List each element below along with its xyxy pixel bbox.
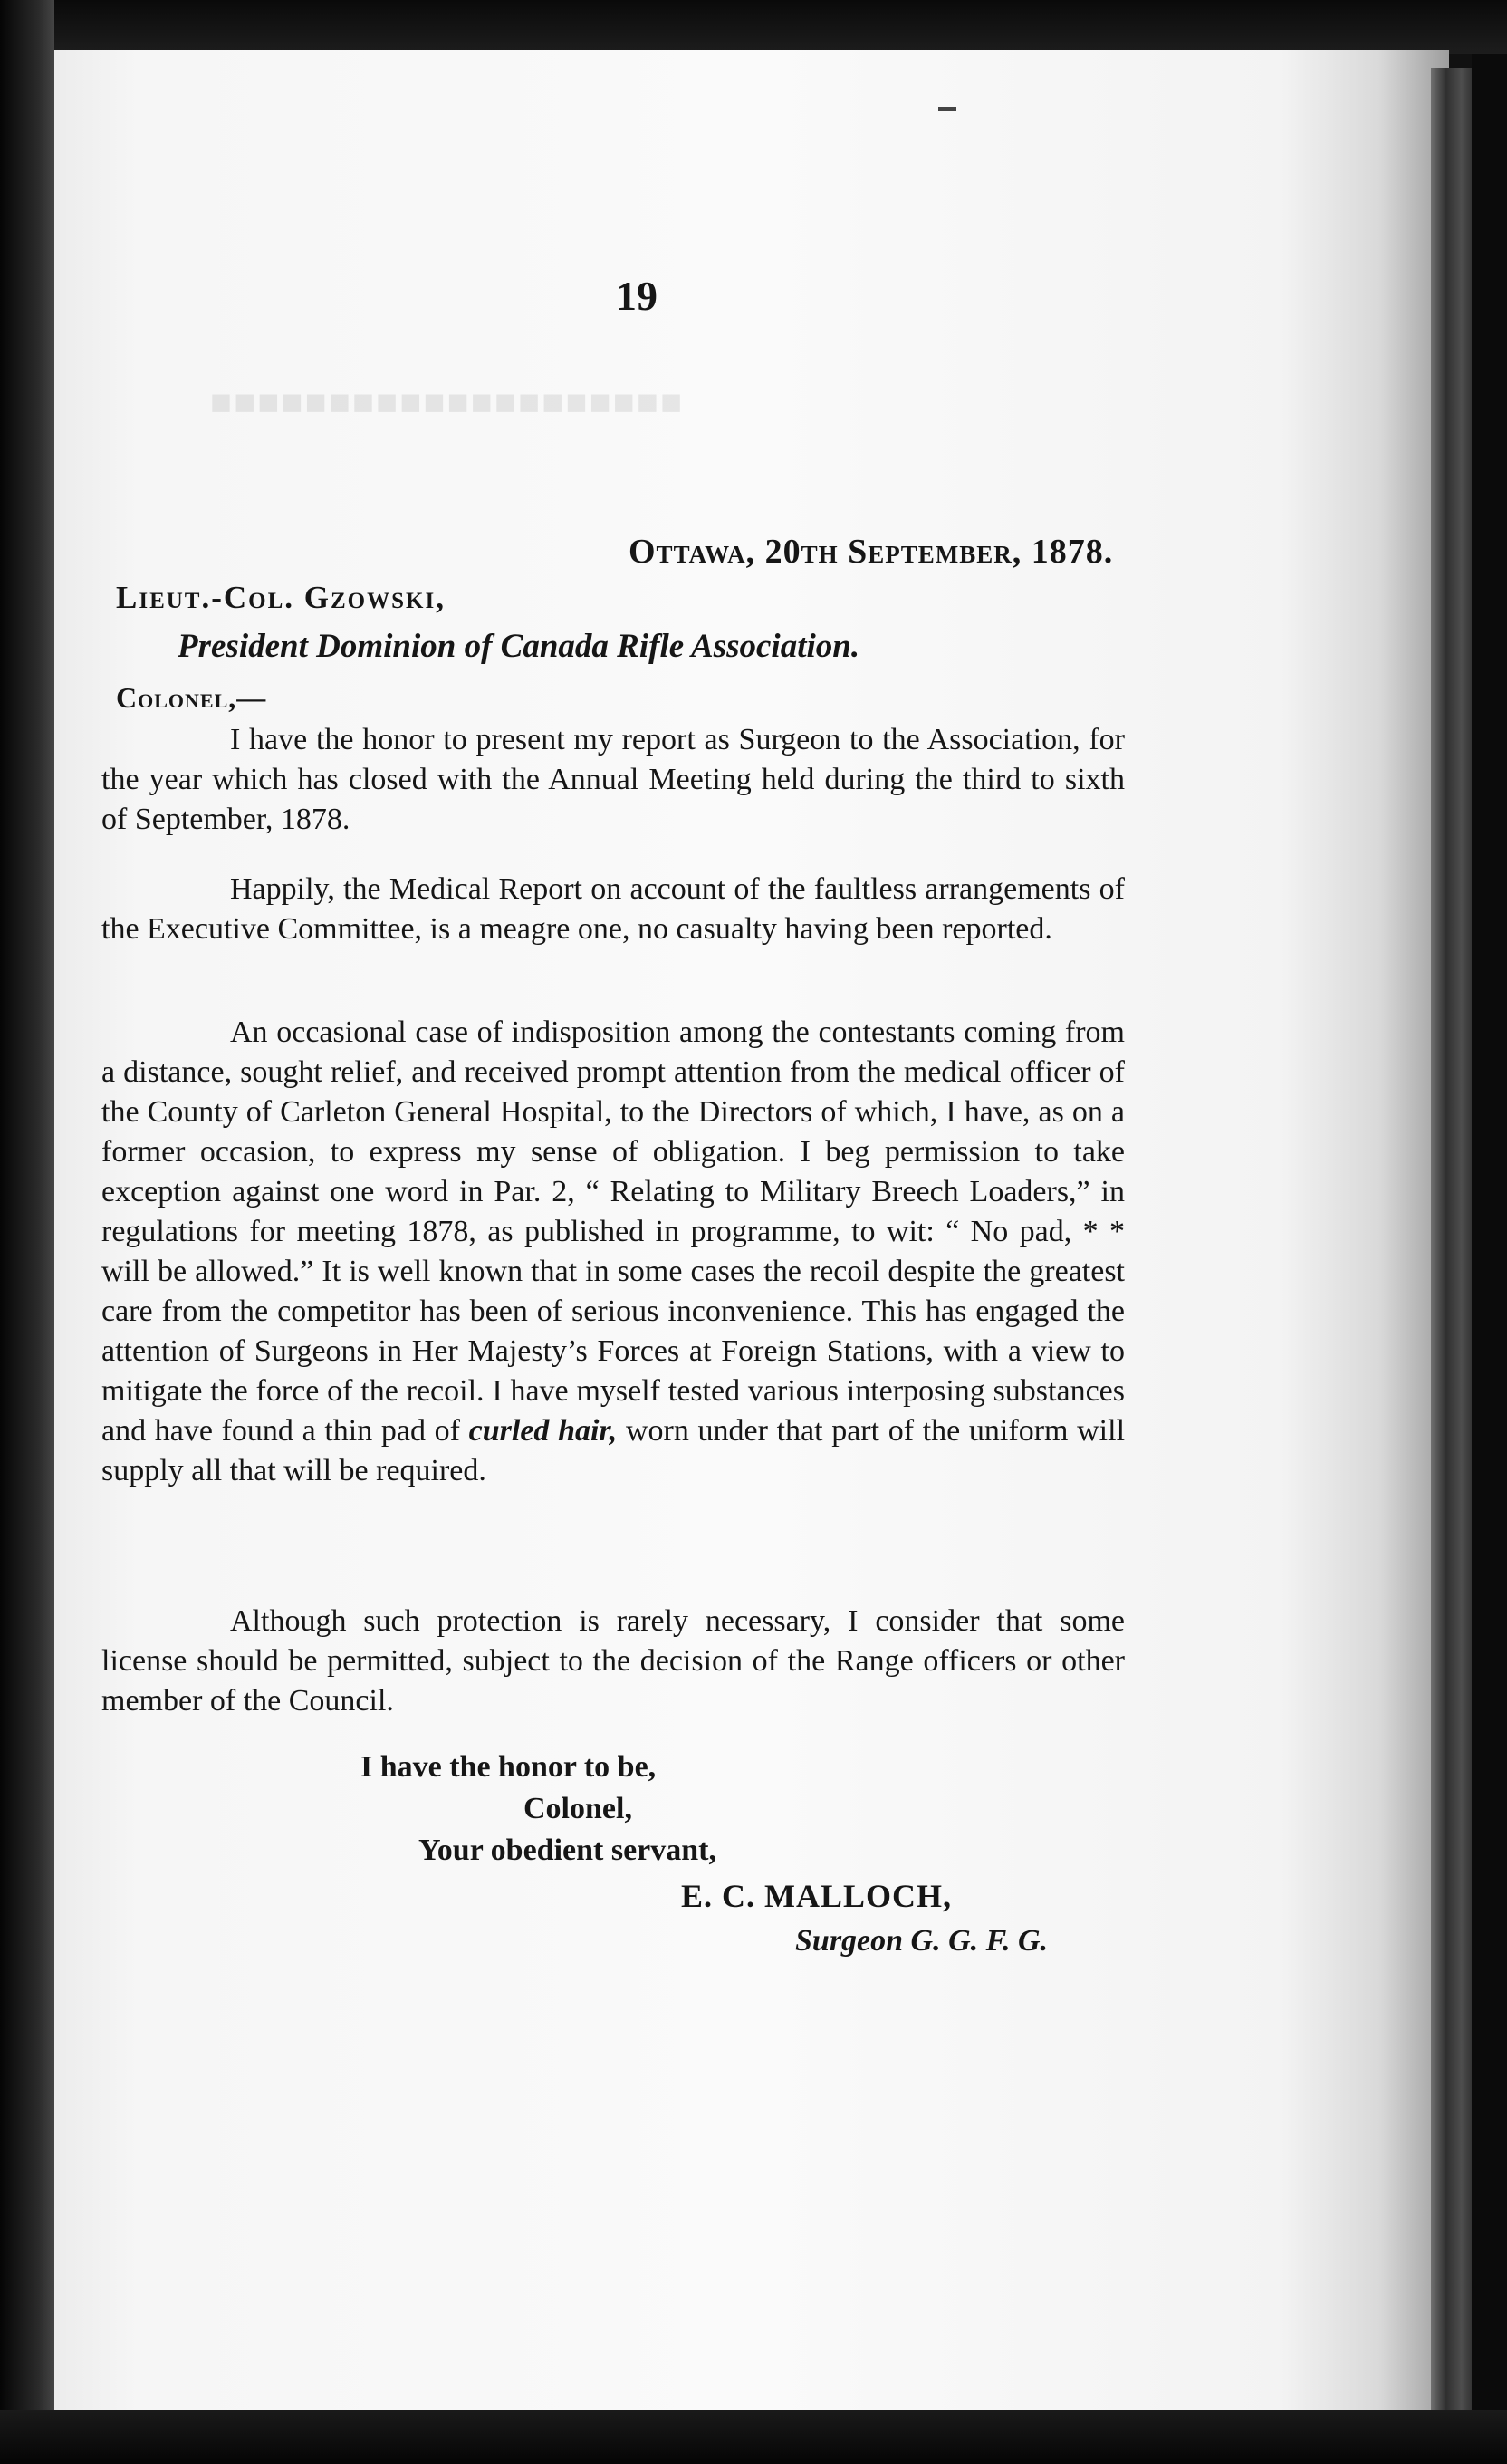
addressee-title: President Dominion of Canada Rifle Association. bbox=[178, 628, 860, 665]
paragraph-1 bbox=[101, 720, 1125, 840]
bleed-through: ■■■■■■■■■■■■■■■■■■■■ bbox=[208, 381, 683, 422]
addressee-name: Lieut.-Col. Gzowski, bbox=[116, 580, 446, 615]
scan-border-bottom bbox=[0, 2410, 1507, 2464]
paragraph-3-main: An occasional case of indisposition among the contestants coming from a distance, sought relief, and received prompt attention from the medical officer of the County of Carleton General Hospital, to the Directors of which, I have, as on a former occasion, to express my sense of obligation. I beg permission to take exception against one word in Par. 2, “ Relating to Military Breech Loaders,” in regulations for meeting 1878, as published in programme, to wit: “ No pad, * * will be allowed.” It is well known that in some cases the recoil despite the greatest care from the competitor has been of serious inconvenience. This has engaged the attention of Surgeons in Her Majesty’s Forces at Foreign Stations, with a view to mitigate the force of the recoil. I have myself tested various interposing substances and have found a thin pad of bbox=[101, 1015, 1125, 1448]
paragraph-3-tail: worn under that part of the uniform will supply all that will be required. bbox=[101, 1414, 1126, 1487]
scan-border-left bbox=[0, 0, 54, 2464]
salutation: Colonel,— bbox=[116, 681, 267, 714]
paragraph-4-text: Although such protection is rarely necessary, I consider that some license should be permitted, subject to the decision of the Range officers or other member of the Council. bbox=[101, 1604, 1125, 1718]
page-number: 19 bbox=[616, 273, 658, 319]
paragraph-3 bbox=[101, 1013, 1125, 1491]
paragraph-3-text bbox=[101, 1013, 1125, 1491]
paragraph-3-italic: curled hair, bbox=[468, 1414, 618, 1448]
paragraph-1-text: I have the honor to present my report as Surgeon to the Association, for the year which has closed with the Annual Meeting held during the third to sixth of September, 1878. bbox=[101, 723, 1125, 836]
paragraph-4 bbox=[101, 1602, 1125, 1721]
print-mark bbox=[938, 107, 956, 111]
closing-line-2: Colonel, bbox=[523, 1792, 632, 1825]
paragraph-2-text: Happily, the Medical Report on account of the faultless arrangements of the Executive Committee, is a meagre one, no casualty having been reported. bbox=[101, 872, 1125, 946]
closing-line-3: Your obedient servant, bbox=[418, 1834, 716, 1867]
scan-border-right bbox=[1472, 54, 1507, 2464]
paragraph-2 bbox=[101, 870, 1125, 949]
signature-title: Surgeon G. G. F. G. bbox=[795, 1924, 1049, 1958]
closing-line-1: I have the honor to be, bbox=[360, 1750, 657, 1784]
dateline: Ottawa, 20th September, 1878. bbox=[629, 533, 1114, 571]
scan-border-top bbox=[0, 0, 1507, 54]
signature: E. C. MALLOCH, bbox=[681, 1878, 953, 1914]
